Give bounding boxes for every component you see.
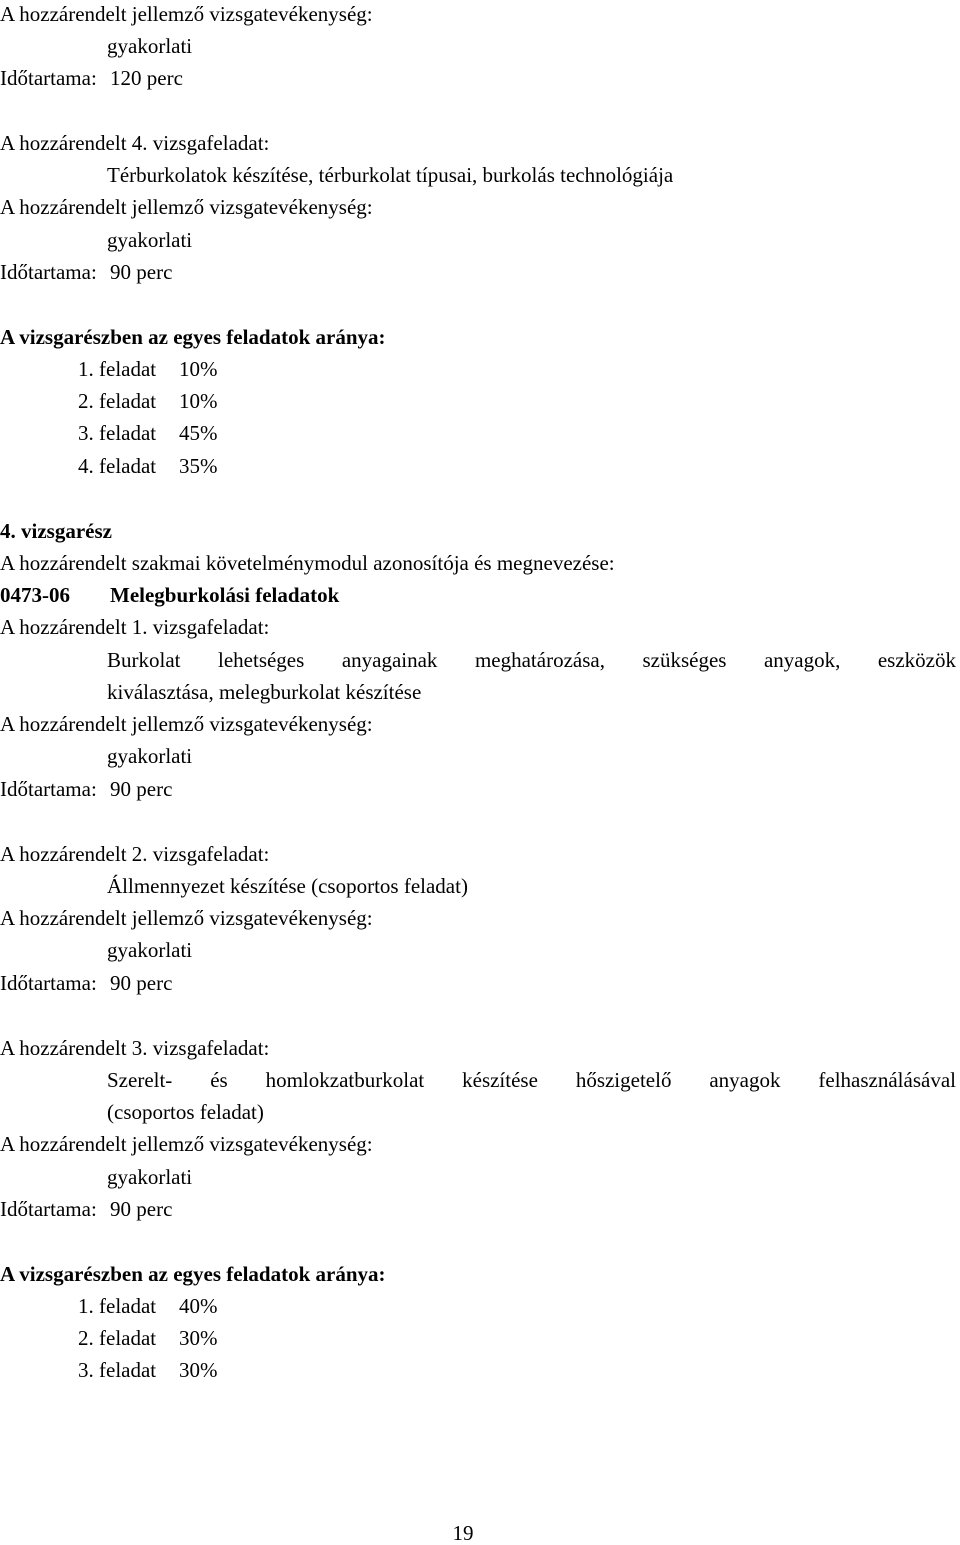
page-number: 19 xyxy=(452,1521,474,1545)
duration-value: 90 perc xyxy=(110,777,173,801)
activity-value: gyakorlati xyxy=(107,228,193,252)
ratio-item-pct: 30% xyxy=(179,1326,218,1350)
ratio-item-label: 1. feladat xyxy=(78,1294,157,1318)
duration-value: 90 perc xyxy=(110,260,173,284)
ratio-item-pct: 40% xyxy=(179,1294,218,1318)
task-title: Térburkolatok készítése, térburkolat típusai, burkolás technológiája xyxy=(107,163,674,187)
ratio-item xyxy=(78,1360,218,1381)
task-title-cont: kiválasztása, melegburkolat készítése xyxy=(107,680,422,704)
task-heading: A hozzárendelt 2. vizsgafeladat: xyxy=(0,842,270,866)
duration-value: 90 perc xyxy=(110,1197,173,1221)
duration-label: Időtartama: xyxy=(0,66,97,90)
ratio-item-label: 4. feladat xyxy=(78,454,157,478)
activity-value: gyakorlati xyxy=(107,34,193,58)
task-heading: A hozzárendelt 3. vizsgafeladat: xyxy=(0,1036,270,1060)
module-code: 0473-06 xyxy=(0,583,70,607)
duration-row xyxy=(0,262,172,283)
task-heading: A hozzárendelt 4. vizsgafeladat: xyxy=(0,131,270,155)
duration-label: Időtartama: xyxy=(0,777,97,801)
ratio-item-pct: 30% xyxy=(179,1358,218,1382)
ratio-item xyxy=(78,423,218,444)
duration-label: Időtartama: xyxy=(0,260,97,284)
duration-row xyxy=(0,68,183,89)
task-title: Állmennyezet készítése (csoportos feladat) xyxy=(107,874,468,898)
module-name: Melegburkolási feladatok xyxy=(110,583,340,607)
task-heading: A hozzárendelt 1. vizsgafeladat: xyxy=(0,615,270,639)
duration-value: 90 perc xyxy=(110,971,173,995)
activity-value: gyakorlati xyxy=(107,938,193,962)
duration-row xyxy=(0,973,172,994)
activity-value: gyakorlati xyxy=(107,744,193,768)
duration-label: Időtartama: xyxy=(0,971,97,995)
ratio-item-label: 3. feladat xyxy=(78,1358,157,1382)
ratio-item-label: 1. feladat xyxy=(78,357,157,381)
ratio-item-label: 3. feladat xyxy=(78,421,157,445)
ratio-item-label: 2. feladat xyxy=(78,389,157,413)
duration-row xyxy=(0,1199,172,1220)
ratio-item-pct: 45% xyxy=(179,421,218,445)
ratio-item-pct: 35% xyxy=(179,454,218,478)
activity-label: A hozzárendelt jellemző vizsgatevékenység: xyxy=(0,2,373,26)
ratio-item-pct: 10% xyxy=(179,357,218,381)
ratio-item-label: 2. feladat xyxy=(78,1326,157,1350)
activity-label: A hozzárendelt jellemző vizsgatevékenység: xyxy=(0,906,373,930)
ratio-item xyxy=(78,456,218,477)
ratio-item xyxy=(78,1328,218,1349)
duration-value: 120 perc xyxy=(110,66,183,90)
task-title: Szerelt- és homlokzatburkolat készítése hőszigetelő anyagok felhasználásával xyxy=(107,1068,956,1092)
ratio-item xyxy=(78,1296,218,1317)
ratio-item-pct: 10% xyxy=(179,389,218,413)
activity-label: A hozzárendelt jellemző vizsgatevékenység: xyxy=(0,1132,373,1156)
ratio-item xyxy=(78,359,218,380)
module-intro: A hozzárendelt szakmai követelménymodul azonosítója és megnevezése: xyxy=(0,551,615,575)
task-title: Burkolat lehetséges anyagainak meghatározása, szükséges anyagok, eszközök xyxy=(107,648,956,672)
activity-label: A hozzárendelt jellemző vizsgatevékenység: xyxy=(0,712,373,736)
ratio-heading: A vizsgarészben az egyes feladatok aránya: xyxy=(0,1262,386,1286)
activity-value: gyakorlati xyxy=(107,1165,193,1189)
duration-label: Időtartama: xyxy=(0,1197,97,1221)
module-row xyxy=(0,585,339,606)
section-heading: 4. vizsgarész xyxy=(0,519,112,543)
activity-label: A hozzárendelt jellemző vizsgatevékenység: xyxy=(0,195,373,219)
ratio-heading: A vizsgarészben az egyes feladatok aránya: xyxy=(0,325,386,349)
task-title-cont: (csoportos feladat) xyxy=(107,1100,264,1124)
duration-row xyxy=(0,779,172,800)
ratio-item xyxy=(78,391,218,412)
